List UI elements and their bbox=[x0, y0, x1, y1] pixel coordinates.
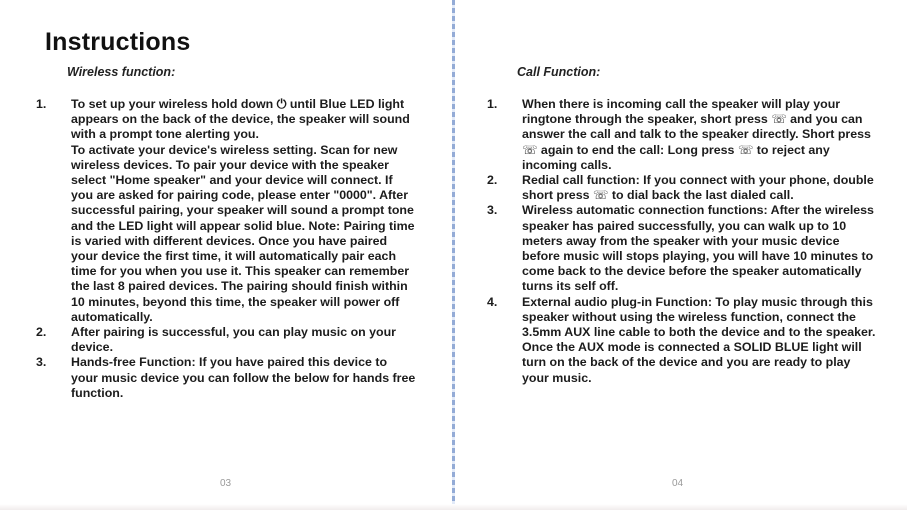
wireless-step-3 bbox=[36, 355, 416, 401]
right-page bbox=[455, 0, 907, 510]
step-text: When there is incoming call the speaker will play your ringtone through the speaker, short press ☏ and you can answer the call and talk to the speaker directly. Short press ☏ again to end the call: Long press ☏ to reject any incoming calls. bbox=[522, 97, 871, 172]
step-text: To activate your device's wireless setting. Scan for new wireless devices. To pair your device with the speaker select "Home speaker" and your device will connect. If you are asked for pairing code, please enter "0000". After successful pairing, your speaker will sound a prompt tone and the LED light will appear solid blue. Note: Pairing time is varied with different devices. Once you have paired your device the first time, it will automatically pair each time for you when you use it. This speaker can remember the last 8 paired devices. The pairing should finish within 10 minutes, beyond this time, the speaker will power off automatically. bbox=[71, 142, 415, 324]
page-number: 03 bbox=[220, 478, 232, 489]
call-step-1 bbox=[487, 97, 877, 173]
call-step-3 bbox=[487, 203, 877, 294]
step-text: External audio plug-in Function: To play music through this speaker without using the wireless function, connect the 3.5mm AUX line cable to both the device and to the speaker. Once the AUX mode is connected a SOLID BLUE light will turn on the back of the device and you are ready to play your music. bbox=[522, 294, 876, 385]
call-step-4 bbox=[487, 295, 877, 386]
step-number: 2. bbox=[36, 325, 47, 340]
step-number: 4. bbox=[487, 294, 498, 309]
step-text: To set up your wireless hold down ⏻ until Blue LED light appears on the back of the device, the speaker will sound with a prompt tone alerting you. bbox=[71, 97, 410, 142]
page-title: Instructions bbox=[45, 28, 191, 56]
step-text: After pairing is successful, you can play music on your device. bbox=[71, 325, 397, 355]
step-number: 1. bbox=[487, 97, 498, 111]
step-number: 1. bbox=[36, 97, 47, 111]
wireless-step-1 bbox=[36, 97, 416, 325]
step-number: 2. bbox=[487, 173, 498, 188]
step-text: Redial call function: If you connect with your phone, double short press ☏ to dial back the last dialed call. bbox=[522, 173, 874, 203]
wireless-function-subhead: Wireless function: bbox=[67, 65, 176, 79]
wireless-steps-list bbox=[36, 97, 416, 401]
step-text: Wireless automatic connection functions: After the wireless speaker has paired successfully, you can walk up to 10 meters away from the speaker with your music device before music will stops playing, you will have 10 minutes to come back to the device before the speaker automatically turns its self off. bbox=[522, 203, 874, 294]
call-function-subhead: Call Function: bbox=[517, 65, 601, 79]
step-number: 3. bbox=[487, 203, 498, 218]
page-number: 04 bbox=[672, 478, 684, 489]
call-steps-list bbox=[487, 97, 877, 386]
step-text: Hands-free Function: If you have paired this device to your music device you can follow the below for hands free function. bbox=[71, 355, 416, 400]
call-step-2 bbox=[487, 173, 877, 203]
paper-bottom-edge bbox=[0, 504, 907, 510]
step-number: 3. bbox=[36, 355, 47, 370]
wireless-step-2 bbox=[36, 325, 416, 355]
left-page bbox=[0, 0, 452, 510]
